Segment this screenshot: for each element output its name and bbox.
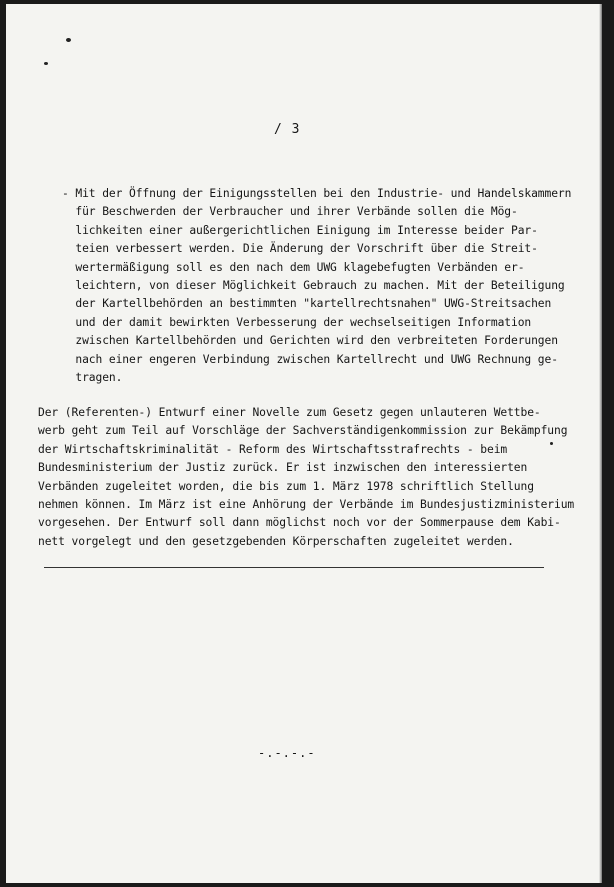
text-line: teien verbessert werden. Die Änderung der Vorschrift über die Streit- — [62, 242, 538, 256]
text-line: Der (Referenten-) Entwurf einer Novelle zum Gesetz gegen unlauteren Wettbe- — [38, 406, 541, 419]
text-line: Bundesministerium der Justiz zurück. Er ist inzwischen den interessierten — [38, 461, 528, 475]
text-line: Verbänden zugeleitet worden, die bis zum 1. März 1978 schriftlich Stellung — [38, 479, 534, 493]
text-line: und der damit bewirkten Verbesserung der wechselseitigen Information — [62, 315, 532, 329]
text-line: leichtern, von dieser Möglichkeit Gebrauch zu machen. Mit der Beteiligung — [62, 278, 565, 292]
text-line: nett vorgelegt und den gesetzgebenden Körperschaften zugeleitet werden. — [38, 534, 514, 548]
text-line: werb geht zum Teil auf Vorschläge der Sachverständigenkommission zur Bekämpfung — [38, 424, 568, 438]
text-line: nehmen können. Im März ist eine Anhörung der Verbände im Bundesjustizministerium — [38, 497, 575, 511]
text-line: wertermäßigung soll es den nach dem UWG klagebefugten Verbänden er- — [62, 260, 525, 274]
paragraph-draft-status — [38, 404, 574, 551]
page-number: / 3 — [274, 122, 301, 137]
paragraph-bullet — [62, 185, 571, 387]
text-line: tragen. — [62, 370, 123, 384]
text-line: für Beschwerden der Verbraucher und ihrer Verbände sollen die Mög- — [62, 205, 518, 219]
document-page — [6, 4, 602, 883]
text-line: vorgesehen. Der Entwurf soll dann möglichst noch vor der Sommerpause dem Kabi- — [38, 516, 561, 530]
scan-edge-shadow — [599, 4, 602, 883]
scan-speck — [44, 62, 48, 65]
text-line: zwischen Kartellbehörden und Gerichten wird den verbreiteten Forderungen — [62, 334, 558, 348]
text-line: lichkeiten einer außergerichtlichen Einigung im Interesse beider Par- — [62, 223, 538, 237]
hand-drawn-underline — [44, 567, 544, 568]
scan-speck — [66, 38, 71, 42]
text-line: der Kartellbehörden an bestimmten "kartellrechtsnahen" UWG-Streitsachen — [62, 297, 552, 311]
end-mark: -.-.-.- — [258, 746, 316, 760]
text-line: nach einer engeren Verbindung zwischen Kartellrecht und UWG Rechnung ge- — [62, 352, 558, 366]
text-line: der Wirtschaftskriminalität - Reform des Wirtschaftsstrafrechts - beim — [38, 442, 508, 456]
text-line: - Mit der Öffnung der Einigungsstellen bei den Industrie- und Handelskammern — [62, 187, 572, 200]
